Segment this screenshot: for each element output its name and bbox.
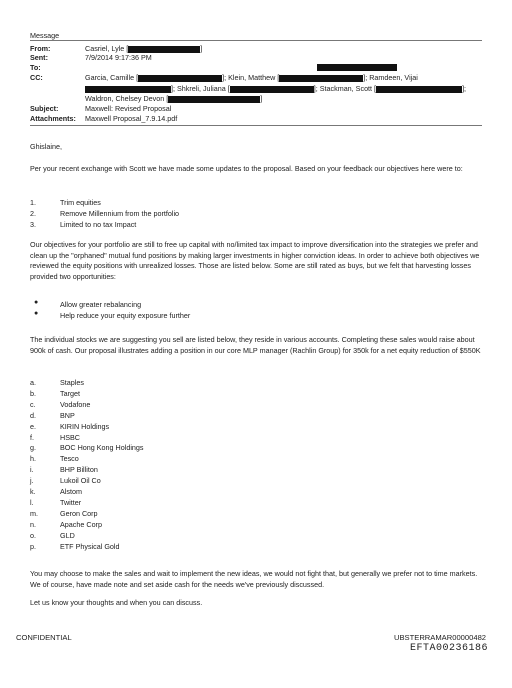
- paragraph-timing: You may choose to make the sales and wait to implement the new ideas, we would not fight that, but generally we prefer not to time markets. We of course, have made note and set aside cash for the needs we've previously discussed.: [30, 569, 478, 589]
- cc-line-3: Waldron, Chelsey Devon [ ]: [85, 94, 263, 103]
- message-label: Message: [30, 31, 60, 40]
- stock-name: Alstom: [60, 487, 82, 496]
- from-value: Casriel, Lyle [ ]: [85, 44, 203, 53]
- attachment-link[interactable]: Maxwell Proposal_7.9.14.pdf: [85, 114, 178, 123]
- stock-letter: f.: [30, 432, 34, 442]
- bullet-dot-icon: ●: [34, 310, 39, 317]
- to-redaction-2: [345, 64, 397, 71]
- confidential-label: CONFIDENTIAL: [16, 633, 72, 642]
- redaction: [279, 75, 363, 82]
- stock-name: BOC Hong Kong Holdings: [60, 443, 144, 453]
- subject-value: Maxwell: Revised Proposal: [85, 104, 172, 113]
- subject-label: Subject:: [30, 104, 59, 113]
- stock-name: Vodafone: [60, 399, 91, 409]
- stock-letter: l.: [30, 497, 34, 507]
- stock-name: Target: [60, 388, 80, 398]
- stock-name: BHP Billiton: [60, 465, 98, 475]
- redaction: [85, 86, 171, 93]
- bullet-item: Allow greater rebalancing: [60, 300, 142, 309]
- efta-number: EFTA00236186: [410, 643, 489, 654]
- stock-letter: j.: [30, 476, 34, 486]
- header-rule-top: [30, 40, 482, 41]
- sent-value: 7/9/2014 9:17:36 PM: [85, 53, 152, 62]
- to-redaction-1: [317, 64, 345, 71]
- cc-line-2: ]; Shkreli, Juliana [ ]; Stackman, Scott [ ];: [85, 84, 466, 93]
- paragraph-intro: Per your recent exchange with Scott we have made some updates to the proposal. Based on your feedback our objectives here were to:: [30, 164, 463, 173]
- redaction: [230, 86, 314, 93]
- from-label: From:: [30, 44, 51, 53]
- greeting: Ghislaine,: [30, 142, 62, 151]
- redaction: [128, 46, 200, 53]
- bullet-dot-icon: ●: [34, 299, 39, 306]
- stock-name: HSBC: [60, 432, 80, 442]
- stock-name: ETF Physical Gold: [60, 541, 120, 551]
- stock-letter: g.: [30, 443, 36, 453]
- objective-item: Limited to no tax Impact: [60, 220, 137, 229]
- stock-name: Geron Corp: [60, 508, 98, 518]
- paragraph-objectives: Our objectives for your portfolio are still to free up capital with no/limited tax impact to improve diversification into the strategies we prefer and clean up the "orphaned" mutual fund positions by making larger investments in higher conviction ideas. In order to achieve both objectives we reviewed the equity positions with unrealized losses. Those are listed below. Some are still rated as buys, but we felt that harvesting losses provided two opportunities:: [30, 240, 480, 281]
- stock-letter: e.: [30, 421, 36, 431]
- sent-label: Sent:: [30, 53, 48, 62]
- objective-item: Trim equities: [60, 198, 101, 207]
- stock-name: Lukoil Oil Co: [60, 476, 101, 486]
- stock-letter: o.: [30, 530, 36, 540]
- stock-letter: a.: [30, 378, 36, 387]
- to-label: To:: [30, 63, 41, 72]
- bates-number: UBSTERRAMAR00000482: [394, 633, 487, 642]
- stock-letter: k.: [30, 487, 36, 496]
- redaction: [376, 86, 462, 93]
- stock-name: Staples: [60, 378, 84, 387]
- attachments-label: Attachments:: [30, 114, 76, 123]
- stock-letter: h.: [30, 454, 36, 464]
- stock-letter: m.: [30, 508, 38, 518]
- stock-name: Twitter: [60, 497, 82, 507]
- paragraph-stocks: The individual stocks we are suggesting you sell are listed below, they reside in various accounts. Completing these sales would raise about 900k of cash. Our proposal illustrates adding a position in our core MLP manager (Rachlin Group) for 350k for a net equity reduction of $550K: [30, 335, 481, 355]
- stock-letter: b.: [30, 388, 36, 398]
- objective-item: Remove Millennium from the portfolio: [60, 209, 180, 218]
- bullet-item: Help reduce your equity exposure further: [60, 311, 191, 320]
- cc-label: CC:: [30, 73, 43, 82]
- stock-letter: p.: [30, 541, 36, 551]
- stock-name: GLD: [60, 530, 75, 540]
- stock-name: BNP: [60, 410, 75, 420]
- objective-number: 3.: [30, 220, 36, 229]
- objective-number: 2.: [30, 209, 36, 218]
- closing-line: Let us know your thoughts and when you can discuss.: [30, 598, 203, 607]
- stock-letter: c.: [30, 399, 36, 409]
- redaction: [138, 75, 222, 82]
- stock-name: Apache Corp: [60, 519, 102, 529]
- redaction: [168, 96, 260, 103]
- stock-name: Tesco: [60, 454, 79, 464]
- cc-line-1: Garcia, Camille [ ]; Klein, Matthew [ ]; Ramdeen, Vijai: [85, 73, 418, 82]
- stock-name: KIRIN Holdings: [60, 421, 110, 431]
- stock-letter: n.: [30, 519, 36, 529]
- stock-letter: d.: [30, 410, 36, 420]
- header-rule-bottom: [30, 125, 482, 126]
- stock-letter: i.: [30, 465, 34, 475]
- objective-number: 1.: [30, 198, 36, 207]
